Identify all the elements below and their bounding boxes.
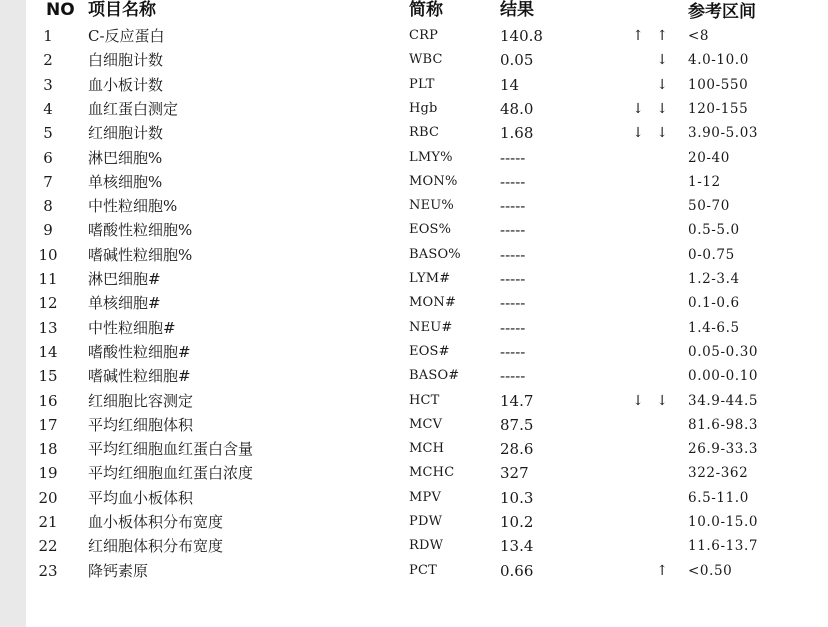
reference-range: 20-40 xyxy=(688,149,730,166)
table-row xyxy=(26,316,828,340)
item-name: 平均红细胞体积 xyxy=(88,415,194,434)
item-name: 淋巴细胞# xyxy=(88,270,161,288)
table-row xyxy=(26,97,828,121)
item-abbreviation: BASO# xyxy=(409,368,460,384)
item-name: 平均血小板体积 xyxy=(88,488,194,507)
row-number: 14 xyxy=(38,342,58,361)
item-abbreviation: MCV xyxy=(409,416,443,432)
item-result: ----- xyxy=(500,270,526,288)
item-name: 嗜碱性粒细胞# xyxy=(88,367,191,386)
item-abbreviation: NEU# xyxy=(409,319,453,335)
table-row xyxy=(26,534,828,558)
reference-range: 81.6-98.3 xyxy=(688,416,759,433)
item-abbreviation: MCH xyxy=(409,441,445,457)
header-no: NO xyxy=(46,0,75,20)
item-abbreviation: MON% xyxy=(409,173,458,189)
item-result: 0.05 xyxy=(500,51,534,70)
reference-range: 100-550 xyxy=(688,76,749,93)
table-row xyxy=(26,461,828,485)
row-number: 20 xyxy=(38,488,58,507)
reference-range: 11.6-13.7 xyxy=(688,538,759,555)
item-abbreviation: MCHC xyxy=(409,465,455,481)
row-number: 18 xyxy=(38,440,58,459)
row-number: 6 xyxy=(43,148,53,167)
item-abbreviation: CRP xyxy=(409,28,439,43)
item-result: ----- xyxy=(500,318,526,337)
reference-range: 3.90-5.03 xyxy=(688,125,759,142)
item-name: 降钙素原 xyxy=(88,561,149,580)
abnormal-flag: ↑ xyxy=(656,562,672,579)
table-row xyxy=(26,559,828,583)
reference-range: 50-70 xyxy=(688,198,730,215)
reference-range: 4.0-10.0 xyxy=(688,52,749,69)
item-name: 嗜酸性粒细胞# xyxy=(88,342,191,361)
abnormal-flag: ↓ xyxy=(656,52,672,69)
item-result: ----- xyxy=(500,294,526,313)
item-abbreviation: LYM# xyxy=(409,271,451,286)
item-name: 血小板体积分布宽度 xyxy=(88,513,224,531)
item-name: 淋巴细胞% xyxy=(88,148,163,167)
item-result: 48.0 xyxy=(500,99,534,118)
item-abbreviation: MPV xyxy=(409,489,442,505)
row-number: 15 xyxy=(38,367,58,386)
reference-range: 6.5-11.0 xyxy=(688,489,749,506)
row-number: 1 xyxy=(43,27,53,45)
table-row xyxy=(26,510,828,534)
item-abbreviation: BASO% xyxy=(409,246,461,262)
row-number: 13 xyxy=(38,318,58,337)
item-abbreviation: Hgb xyxy=(409,100,438,116)
abnormal-flag: ↓ ↓ xyxy=(632,125,672,142)
row-number: 11 xyxy=(38,270,58,288)
item-abbreviation: LMY% xyxy=(409,149,453,165)
table-row xyxy=(26,340,828,364)
table-row xyxy=(26,291,828,315)
row-number: 3 xyxy=(43,75,53,94)
row-number: 19 xyxy=(38,464,58,483)
item-name: 血小板计数 xyxy=(88,75,164,94)
item-result: 87.5 xyxy=(500,415,534,434)
header-name: 项目名称 xyxy=(88,0,156,20)
table-row xyxy=(26,121,828,145)
abnormal-flag: ↓ ↓ xyxy=(632,392,672,409)
item-abbreviation: RBC xyxy=(409,125,440,141)
row-number: 10 xyxy=(38,245,58,264)
item-result: ----- xyxy=(500,245,526,264)
reference-range: 0.1-0.6 xyxy=(688,295,740,312)
item-result: 10.2 xyxy=(500,513,534,531)
reference-range: 0-0.75 xyxy=(688,246,735,263)
item-abbreviation: PCT xyxy=(409,562,437,578)
item-name: 红细胞比容测定 xyxy=(88,391,194,410)
reference-range: <8 xyxy=(688,28,710,44)
item-result: ----- xyxy=(500,367,526,386)
item-name: 红细胞计数 xyxy=(88,124,164,143)
table-row xyxy=(26,24,828,48)
header-result: 结果 xyxy=(500,0,534,20)
item-result: 327 xyxy=(500,464,529,483)
table-row xyxy=(26,437,828,461)
row-number: 17 xyxy=(38,415,58,434)
table-row xyxy=(26,73,828,97)
table-row xyxy=(26,48,828,72)
item-result: 0.66 xyxy=(500,561,534,580)
item-abbreviation: MON# xyxy=(409,295,457,311)
table-row xyxy=(26,194,828,218)
reference-range: 120-155 xyxy=(688,100,749,117)
item-name: 嗜酸性粒细胞% xyxy=(88,221,193,240)
row-number: 16 xyxy=(38,391,58,410)
item-result: 14 xyxy=(500,75,520,94)
abnormal-flag: ↓ xyxy=(656,76,672,93)
item-abbreviation: WBC xyxy=(409,52,443,68)
reference-range: 34.9-44.5 xyxy=(688,392,759,409)
reference-range: 0.05-0.30 xyxy=(688,343,759,360)
item-result: 1.68 xyxy=(500,124,534,143)
item-result: ----- xyxy=(500,197,526,216)
reference-range: 1.2-3.4 xyxy=(688,271,740,287)
reference-range: 322-362 xyxy=(688,465,749,482)
item-result: ----- xyxy=(500,342,526,361)
item-name: 红细胞体积分布宽度 xyxy=(88,537,224,556)
item-result: 10.3 xyxy=(500,488,534,507)
table-row xyxy=(26,218,828,242)
reference-range: 26.9-33.3 xyxy=(688,441,759,458)
item-result: ----- xyxy=(500,221,526,240)
row-number: 5 xyxy=(43,124,53,143)
reference-range: 1.4-6.5 xyxy=(688,319,740,336)
table-row xyxy=(26,364,828,388)
reference-range: 0.00-0.10 xyxy=(688,368,759,385)
header-abbr: 简称 xyxy=(409,0,443,20)
item-name: 中性粒细胞# xyxy=(88,318,176,337)
item-name: 单核细胞# xyxy=(88,294,161,313)
reference-range: <0.50 xyxy=(688,562,733,579)
table-row xyxy=(26,170,828,194)
item-name: 平均红细胞血红蛋白含量 xyxy=(88,440,254,459)
item-name: 单核细胞% xyxy=(88,172,163,191)
row-number: 9 xyxy=(43,221,53,240)
row-number: 8 xyxy=(43,197,53,216)
item-result: 14.7 xyxy=(500,391,534,410)
reference-range: 10.0-15.0 xyxy=(688,514,759,530)
item-result: 28.6 xyxy=(500,440,534,459)
item-abbreviation: EOS% xyxy=(409,222,452,238)
row-number: 4 xyxy=(43,99,53,118)
item-abbreviation: RDW xyxy=(409,538,444,554)
item-abbreviation: NEU% xyxy=(409,198,454,214)
header-ref: 参考区间 xyxy=(688,2,756,22)
item-name: C-反应蛋白 xyxy=(88,27,165,45)
row-number: 21 xyxy=(38,513,58,531)
item-name: 白细胞计数 xyxy=(88,51,164,70)
item-result: ----- xyxy=(500,148,526,167)
table-row xyxy=(26,389,828,413)
item-abbreviation: EOS# xyxy=(409,343,450,359)
table-row xyxy=(26,413,828,437)
item-result: 140.8 xyxy=(500,27,543,45)
table-row xyxy=(26,146,828,170)
row-number: 22 xyxy=(38,537,58,556)
reference-range: 1-12 xyxy=(688,173,721,190)
item-result: 13.4 xyxy=(500,537,534,556)
row-number: 23 xyxy=(38,561,58,580)
abnormal-flag: ↓ ↓ xyxy=(632,100,672,117)
item-abbreviation: PDW xyxy=(409,514,443,529)
lab-report-sheet xyxy=(26,0,828,627)
item-name: 嗜碱性粒细胞% xyxy=(88,245,193,264)
item-abbreviation: PLT xyxy=(409,76,435,92)
table-row xyxy=(26,486,828,510)
table-row xyxy=(26,267,828,291)
item-name: 中性粒细胞% xyxy=(88,197,178,216)
item-result: ----- xyxy=(500,172,526,191)
item-name: 血红蛋白测定 xyxy=(88,99,179,118)
table-row xyxy=(26,243,828,267)
row-number: 2 xyxy=(43,51,53,70)
row-number: 12 xyxy=(38,294,58,313)
row-number: 7 xyxy=(43,172,53,191)
item-name: 平均红细胞血红蛋白浓度 xyxy=(88,464,254,483)
abnormal-flag: ↑ ↑ xyxy=(632,28,672,44)
item-abbreviation: HCT xyxy=(409,392,440,408)
reference-range: 0.5-5.0 xyxy=(688,222,740,239)
